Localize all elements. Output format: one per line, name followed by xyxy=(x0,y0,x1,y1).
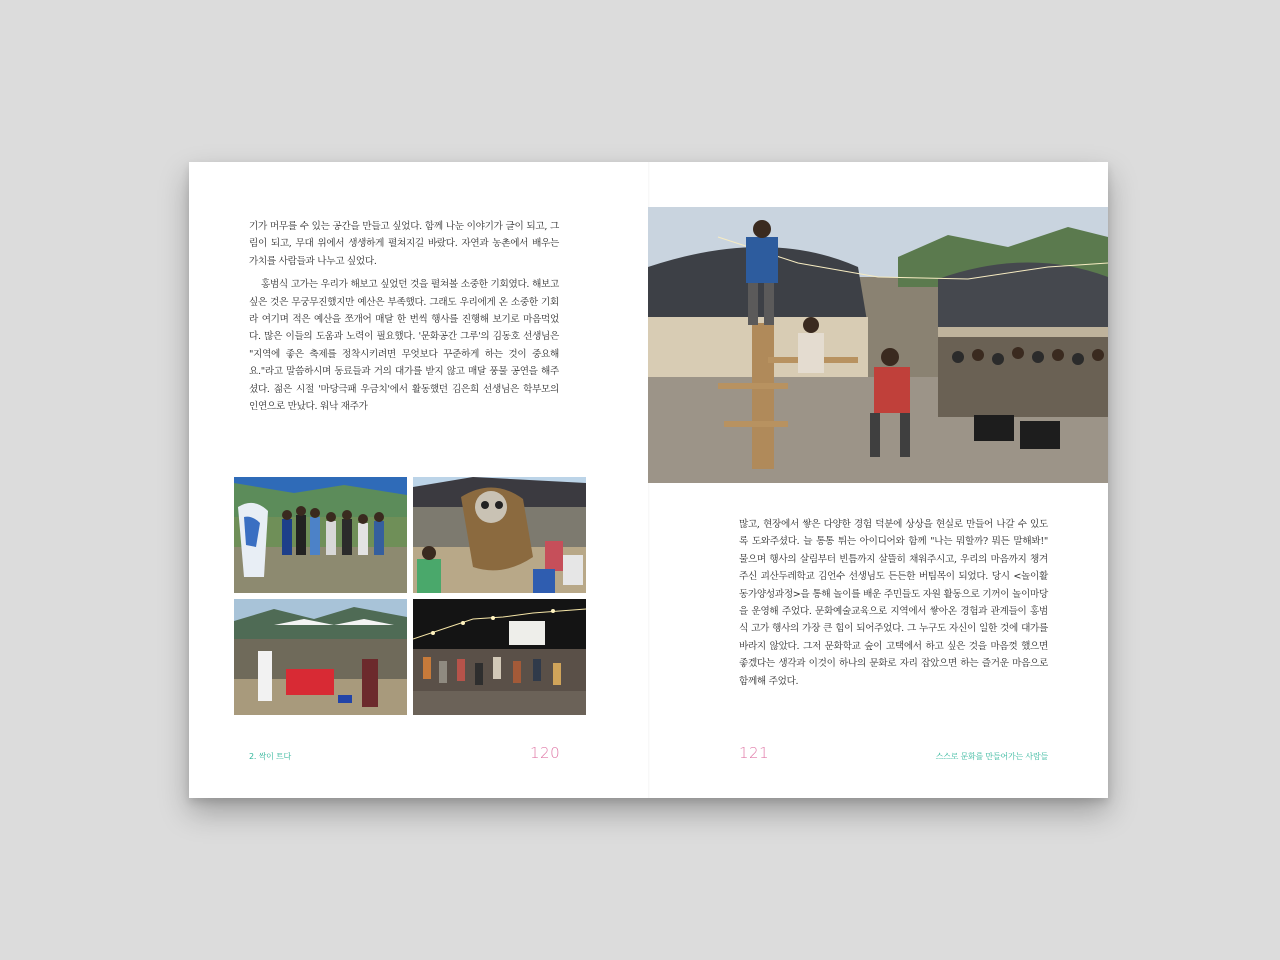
page-number-right: 121 xyxy=(739,744,770,762)
photo-kids-playing-outdoors xyxy=(234,477,407,593)
photo-traditional-ceremony xyxy=(234,599,407,715)
book-spread xyxy=(189,162,1108,798)
left-paragraph-2: 홍범식 고가는 우리가 해보고 싶었던 것을 펼쳐볼 소중한 기회였다. 해보고 싶은 것은 무궁무진했지만 예산은 부족했다. 그래도 우리에게 온 소중한 기회라 여기며 적은 예산을 쪼개어 매달 한 번씩 행사를 진행해 보기로 마음먹었다. 많은 이들의 도움과 노력이 필요했다. '문화공간 그루'의 김동호 선생님은 "지역에 좋은 축제를 정착시키려면 무엇보다 꾸준하게 하는 것이 중요해요."라고 말씀하시며 동료들과 거의 대가를 받지 않고 매달 풍물 공연을 해주셨다. 젊은 시절 '마당극패 우금치'에서 활동했던 김은희 선생님은 학부모의 인연으로 만났다. 워낙 재주가 xyxy=(249,279,559,413)
right-page-body xyxy=(739,516,1048,690)
left-section-label: 2. 싹이 트다 xyxy=(249,752,292,761)
right-section-label: 스스로 문화를 만들어가는 사람들 xyxy=(935,752,1048,761)
right-paragraph-1: 많고, 현장에서 쌓은 다양한 경험 덕분에 상상을 현실로 만들어 나갈 수 있도록 도와주셨다. 늘 통통 튀는 아이디어와 함께 "나는 뭐할까? 뭐든 말해봐!" 물으며 행사의 살림부터 빈틈까지 살뜰히 채워주시고, 우리의 마음까지 챙겨주신 괴산두레학교 김언수 선생님도 든든한 버팀목이 되었다. 당시 <놀이활동가양성과정>을 통해 놀이를 배운 주민들도 자원 활동으로 기꺼이 놀이마당을 운영해 주었다. 문화예술교육으로 지역에서 쌓아온 경험과 관계들이 홍범식 고가 행사의 가장 큰 힘이 되어주었다. 그 누구도 자신이 일한 것에 대가를 바라지 않았다. 그저 문화학교 숲이 고택에서 하고 싶은 것을 마음껏 했으면 좋겠다는 생각과 이것이 하나의 문화로 자리 잡았으면 하는 즐거운 마음으로 함께해 주었다. xyxy=(739,519,1048,687)
left-page-body xyxy=(249,218,559,415)
page-number-left: 120 xyxy=(530,744,561,762)
photo-lion-dance xyxy=(413,477,586,593)
photo-wood-balance-performance xyxy=(648,207,1108,483)
left-paragraph-1: 기가 머무를 수 있는 공간을 만들고 싶었다. 함께 나눈 이야기가 글이 되고, 그림이 되고, 무대 위에서 생생하게 펼쳐지길 바랐다. 자연과 농촌에서 배우는 가치를 사람들과 나누고 싶었다. xyxy=(249,221,559,267)
photo-night-dance xyxy=(413,599,586,715)
